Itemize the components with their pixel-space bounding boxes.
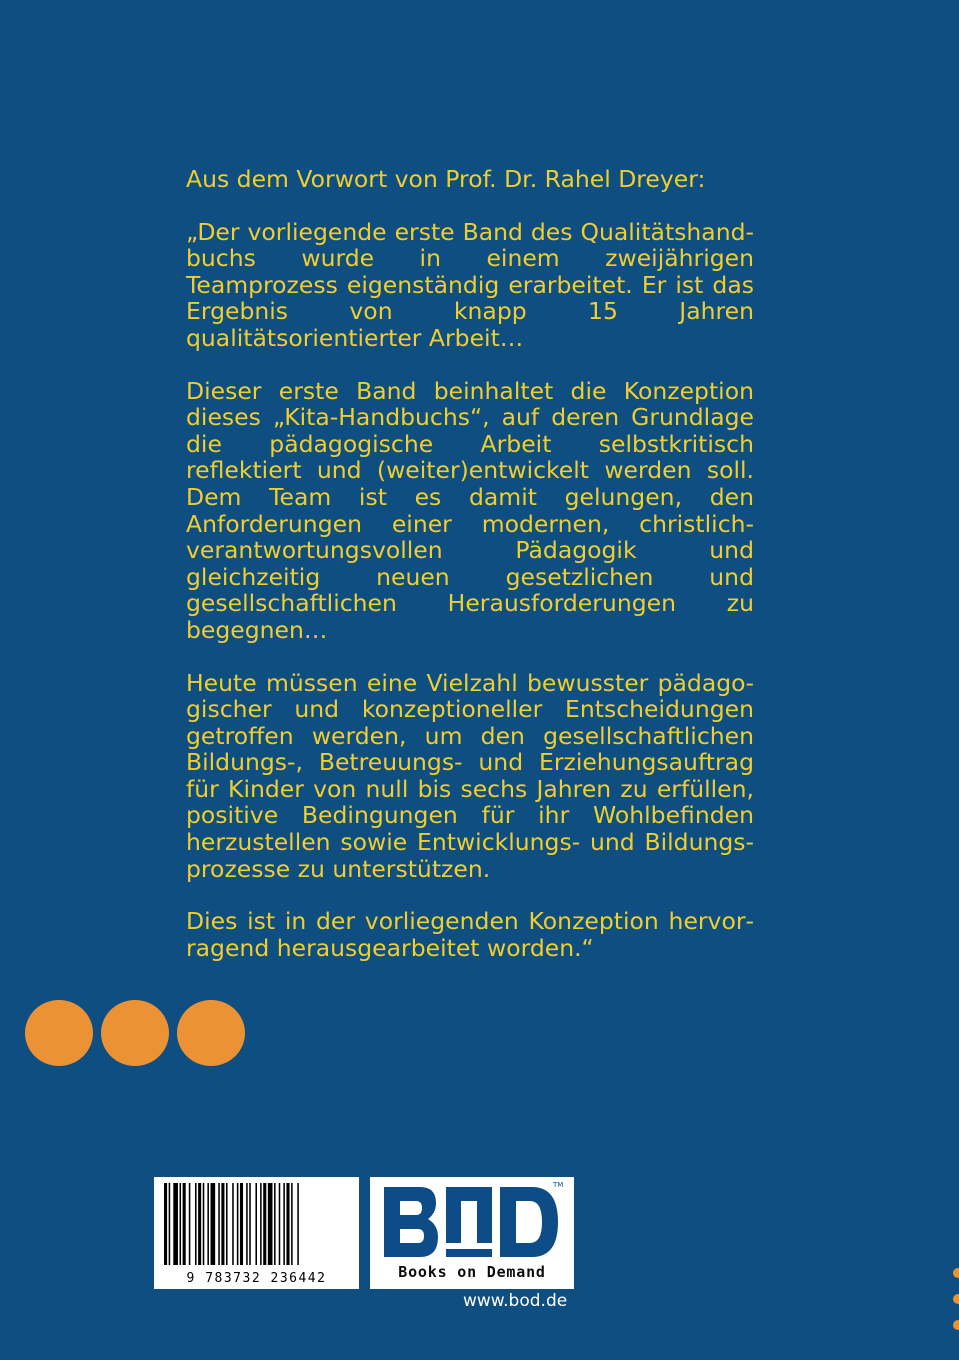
publisher-logo-box — [370, 1177, 574, 1289]
barcode-bar — [240, 1183, 243, 1265]
barcode-bar — [189, 1183, 191, 1265]
edge-dot — [953, 1320, 959, 1330]
barcode-bar — [221, 1183, 224, 1265]
barcode-bar — [263, 1183, 266, 1265]
edge-dot — [953, 1294, 959, 1304]
barcode-bar — [169, 1183, 171, 1265]
barcode-bar — [246, 1183, 248, 1265]
barcode-bar — [283, 1183, 285, 1265]
publisher-website[interactable]: www.bod.de — [463, 1291, 568, 1311]
publisher-tagline: Books on Demand — [398, 1263, 546, 1281]
barcode-bar — [274, 1183, 276, 1265]
barcode-bar — [237, 1183, 239, 1265]
orange-dot — [25, 1000, 93, 1066]
barcode-bar — [183, 1183, 186, 1265]
barcode-bar — [218, 1183, 220, 1265]
bod-logo — [382, 1185, 562, 1261]
back-cover-text — [186, 166, 754, 961]
barcode-bar — [164, 1183, 167, 1265]
isbn-barcode — [154, 1177, 359, 1289]
foreword-heading: Aus dem Vorwort von Prof. Dr. Rahel Dreyer: — [186, 165, 706, 193]
barcode-bar — [180, 1183, 182, 1265]
foreword-paragraph-1: „Der vorliegende erste Band des Qualitätshandbuchs wurde in einem zweijährigen Teamprozess eigenständig erarbeitet. Er ist das Ergebnis von knapp 15 Jahren qualitätsorientierter Arbeit… — [186, 217, 754, 352]
barcode-bar — [255, 1183, 257, 1265]
barcode-bar — [297, 1183, 299, 1265]
barcode-bars — [164, 1183, 350, 1265]
orange-dot — [177, 1000, 245, 1066]
foreword-paragraph-2: Dieser erste Band beinhaltet die Konzeption dieses „Kita-Handbuchs“, auf deren Grundlage die pädagogische Arbeit selbstkritisch reflektiert und (weiter)entwickelt werden soll. Dem Team ist es damit gelungen, den Anforderungen einer modernen, christlich-verantwortungsvollen Pädagogik und gleichzeitig neuen gesetzlichen und gesellschaftlichen Herausforderungen zu begegnen… — [186, 376, 754, 644]
barcode-bar — [286, 1183, 289, 1265]
isbn-digits: 9 783732 236442 — [186, 1271, 327, 1286]
trademark-mark: TM — [553, 1181, 564, 1189]
barcode-bar — [226, 1183, 228, 1265]
barcode-bar — [249, 1183, 251, 1265]
barcode-bar — [203, 1183, 205, 1265]
barcode-bar — [260, 1183, 262, 1265]
barcode-bar — [291, 1183, 293, 1265]
barcode-bar — [232, 1183, 234, 1265]
barcode-bar — [268, 1183, 273, 1265]
edge-dot — [953, 1268, 959, 1278]
foreword-paragraph-4: Dies ist in der vorliegenden Konzeption hervorragend herausgearbeitet worden.“ — [186, 907, 754, 962]
barcode-bar — [211, 1183, 216, 1265]
orange-dot — [101, 1000, 169, 1066]
foreword-paragraph-3: Heute müssen eine Vielzahl bewusster pädagogischer und konzeptioneller Entscheidungen getroffen werden, um den gesellschaftlichen Bildungs-, Betreuungs- und Erziehungsauftrag für Kinder von null bis sechs Jahren zu erfüllen, positive Bedingungen für ihr Wohlbefinden herzustellen sowie Entwicklungs- und Bildungs- prozesse zu unterstützen. — [186, 668, 754, 883]
barcode-bar — [279, 1183, 281, 1265]
barcode-bar — [198, 1183, 201, 1265]
barcode-bar — [173, 1183, 178, 1265]
barcode-bar — [207, 1183, 209, 1265]
barcode-bar — [195, 1183, 197, 1265]
